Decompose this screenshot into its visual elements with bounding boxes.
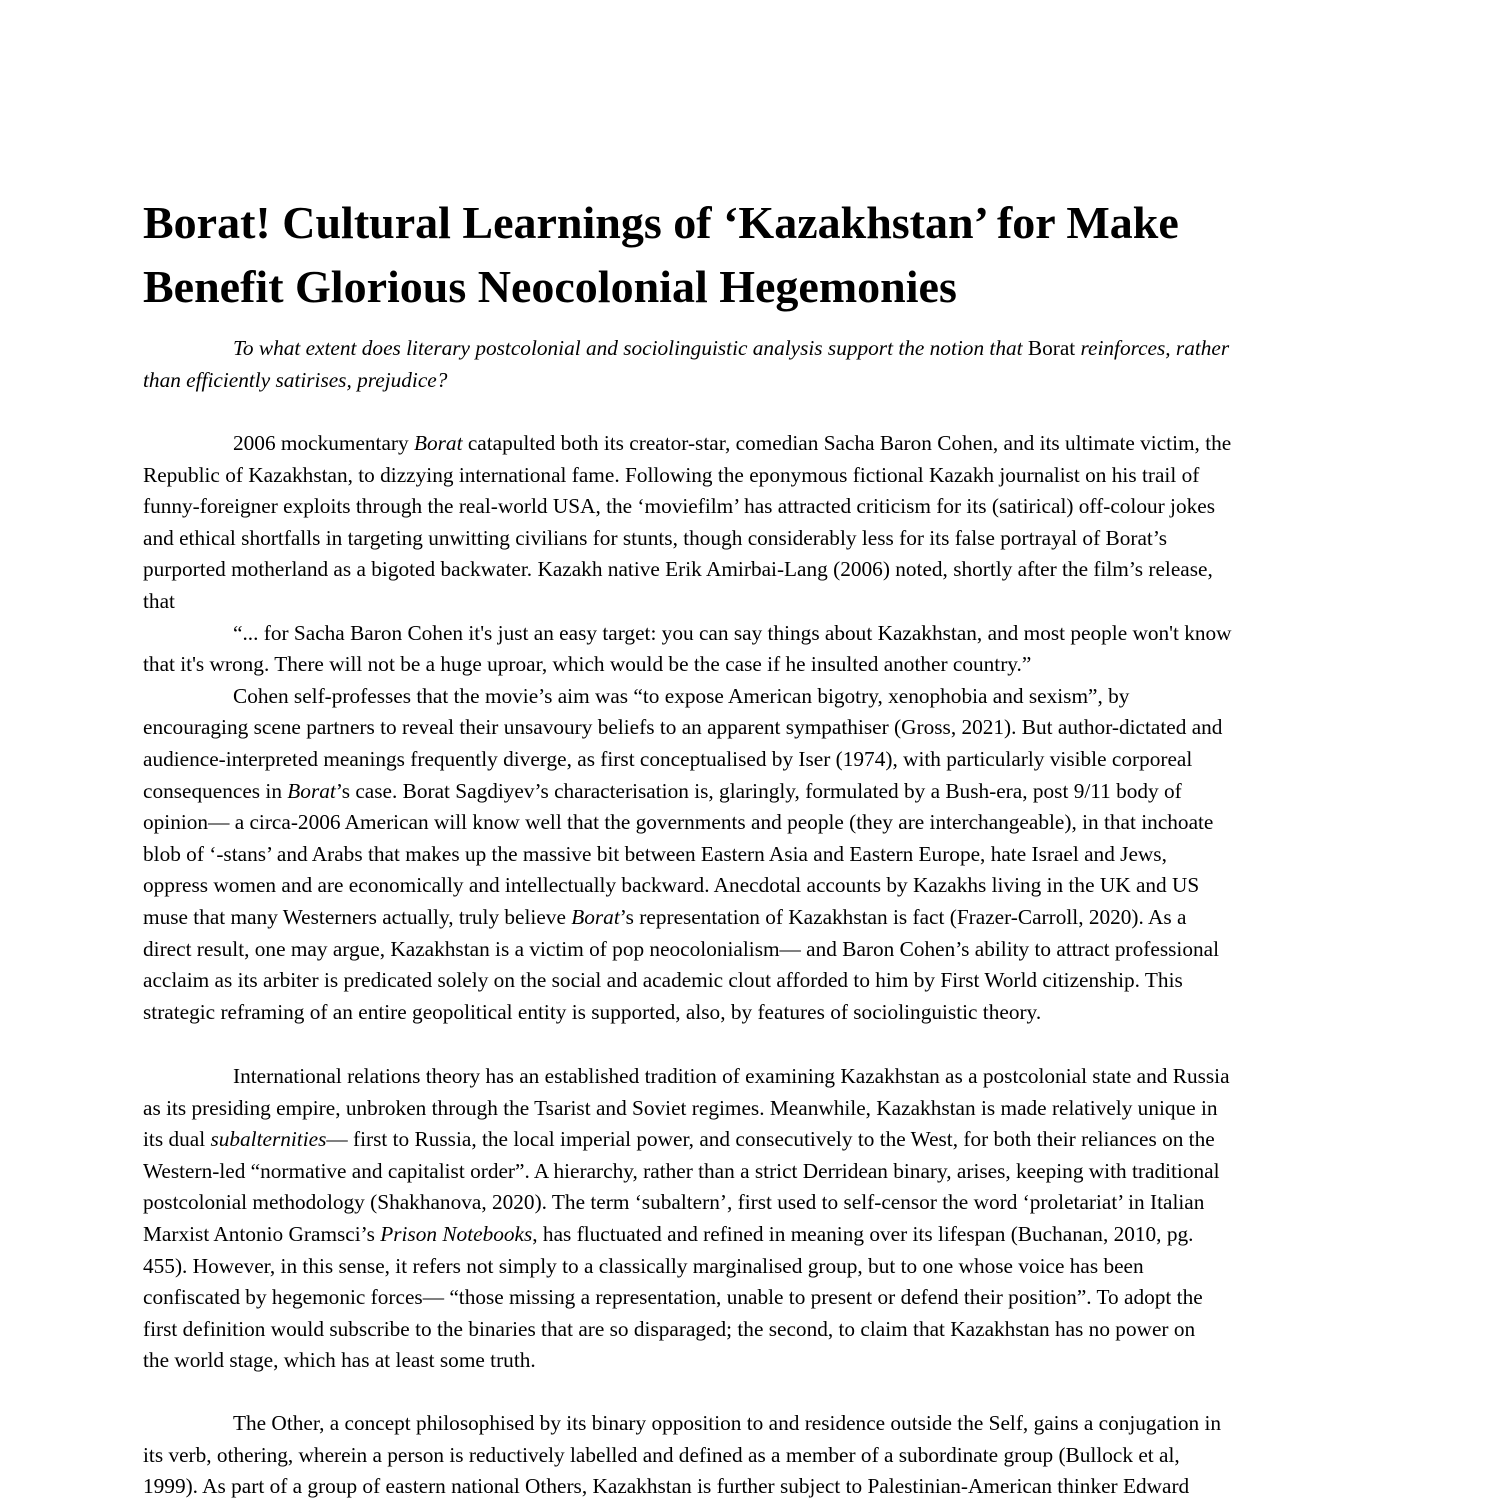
paragraph-intro [143, 428, 1368, 1028]
text-line: first definition would subscribe to the binaries that are so disparaged; the second, to claim that Kazakhstan has no power on [143, 1316, 1196, 1341]
text-line: acclaim as its arbiter is predicated solely on the social and academic clout afforded to him by First World citizenship. This [143, 968, 1183, 993]
text-line: oppress women and are economically and intellectually backward. Anecdotal accounts by Kazakhs living in the UK and US [143, 873, 1200, 898]
text-line: strategic reframing of an entire geopolitical entity is supported, also, by features of sociolinguistic theory. [143, 999, 1042, 1024]
text-line: blob of ‘-stans’ and Arabs that makes up the massive bit between Eastern Asia and Eastern Europe, hate Israel and Jews, [143, 841, 1167, 866]
text-run: ’s case. Borat Sagdiyev’s characterisation is, glaringly, formulated by a Bush-era, post 9/11 body of [335, 778, 1182, 803]
paragraph-subaltern [143, 1061, 1368, 1377]
text-line: its verb, othering, wherein a person is reductively labelled and defined as a member of a subordinate group (Bullock et al, [143, 1442, 1180, 1467]
film-title: Borat [413, 431, 463, 455]
text-line: encouraging scene partners to reveal their unsavoury beliefs to an apparent sympathiser (Gross, 2021). But author-dictated and [143, 715, 1223, 740]
film-title: Borat [287, 778, 336, 803]
text-run: its dual [143, 1127, 211, 1152]
quote-line: “... for Sacha Baron Cohen it's just an easy target: you can say things about Kazakhstan, and most people won't know [233, 620, 1232, 645]
text-line: International relations theory has an established tradition of examining Kazakhstan as a postcolonial state and Russia [233, 1064, 1230, 1088]
title-line: Borat! Cultural Learnings of ‘Kazakhstan’ for Make [143, 197, 1179, 248]
text-line: than efficiently satirises, prejudice? [143, 367, 448, 392]
text-run: consequences in [143, 778, 288, 803]
text-line: purported motherland as a bigoted backwater. Kazakh native Erik Amirbai-Lang (2006) noted, shortly after the film’s release, [143, 557, 1213, 582]
text-line: opinion— a circa-2006 American will know well that the governments and people (they are interchangeable), in that inchoate [143, 810, 1214, 835]
book-title: Prison Notebooks [380, 1221, 533, 1246]
text-line: that [143, 588, 175, 613]
text-run: Marxist Antonio Gramsci’s [143, 1221, 381, 1246]
text-line [143, 1124, 1368, 1156]
text-line: funny-foreigner exploits through the real-world USA, the ‘moviefilm’ has attracted criticism for its (satirical) off-colour jokes [143, 494, 1216, 519]
text-line [143, 902, 1368, 934]
text-line [143, 428, 1368, 460]
emphasis-term: subalternities [210, 1127, 327, 1152]
text-run: ’s representation of Kazakhstan is fact (Frazer-Carroll, 2020). As a [619, 904, 1187, 929]
text-line: The Other, a concept philosophised by its binary opposition to and residence outside the Self, gains a conjugation in [233, 1411, 1222, 1435]
text-line: the world stage, which has at least some truth. [143, 1348, 536, 1373]
text-line: as its presiding empire, unbroken through the Tsarist and Soviet regimes. Meanwhile, Kazakhstan is made relatively unique in [143, 1095, 1218, 1120]
text-line: Western-led “normative and capitalist order”. A hierarchy, rather than a strict Derridean binary, arises, keeping with traditional [143, 1158, 1220, 1183]
text-run: Borat [1022, 336, 1081, 360]
text-line [143, 1219, 1368, 1251]
quote-line: that it's wrong. There will not be a huge uproar, which would be the case if he insulted another country.” [143, 652, 1032, 677]
text-line: confiscated by hegemonic forces— “those missing a representation, unable to present or defend their position”. To adopt the [143, 1285, 1203, 1310]
film-title: Borat [571, 904, 620, 929]
text-line: direct result, one may argue, Kazakhstan is a victim of pop neocolonialism— and Baron Cohen’s ability to attract professional [143, 936, 1220, 961]
title-line: Benefit Glorious Neocolonial Hegemonies [143, 261, 957, 312]
research-question [143, 333, 1368, 396]
text-run: reinforces, rather [1080, 336, 1230, 360]
paragraph-other [143, 1408, 1368, 1500]
text-run: muse that many Westerners actually, truly believe [143, 904, 572, 929]
text-line: Cohen self-professes that the movie’s aim was “to expose American bigotry, xenophobia and sexism”, by [233, 683, 1130, 708]
text-run: catapulted both its creator-star, comedian Sacha Baron Cohen, and its ultimate victim, the [462, 431, 1232, 455]
text-run: To what extent does literary postcolonial and sociolinguistic analysis support the notion that [233, 336, 1023, 360]
document-title [143, 191, 1373, 319]
text-line: and ethical shortfalls in targeting unwitting civilians for stunts, though considerably less for its false portrayal of Borat’s [143, 525, 1168, 550]
text-run: 2006 mockumentary [233, 431, 414, 455]
text-line [143, 333, 1368, 365]
text-line: 455). However, in this sense, it refers not simply to a classically marginalised group, but to one whose voice has been [143, 1253, 1144, 1278]
text-line [143, 776, 1368, 808]
text-line: postcolonial methodology (Shakhanova, 2020). The term ‘subaltern’, first used to self-censor the word ‘proletariat’ in Italian [143, 1190, 1205, 1215]
text-run: — first to Russia, the local imperial power, and consecutively to the West, for both their reliances on the [326, 1127, 1215, 1152]
text-line: Republic of Kazakhstan, to dizzying international fame. Following the eponymous fictional Kazakh journalist on his trail of [143, 462, 1200, 487]
text-run: , has fluctuated and refined in meaning over its lifespan (Buchanan, 2010, pg. [532, 1221, 1194, 1246]
text-line: 1999). As part of a group of eastern national Others, Kazakhstan is further subject to Palestinian-American thinker Edward [143, 1474, 1190, 1499]
text-line: audience-interpreted meanings frequently diverge, as first conceptualised by Iser (1974), with particularly visible corporeal [143, 746, 1193, 771]
